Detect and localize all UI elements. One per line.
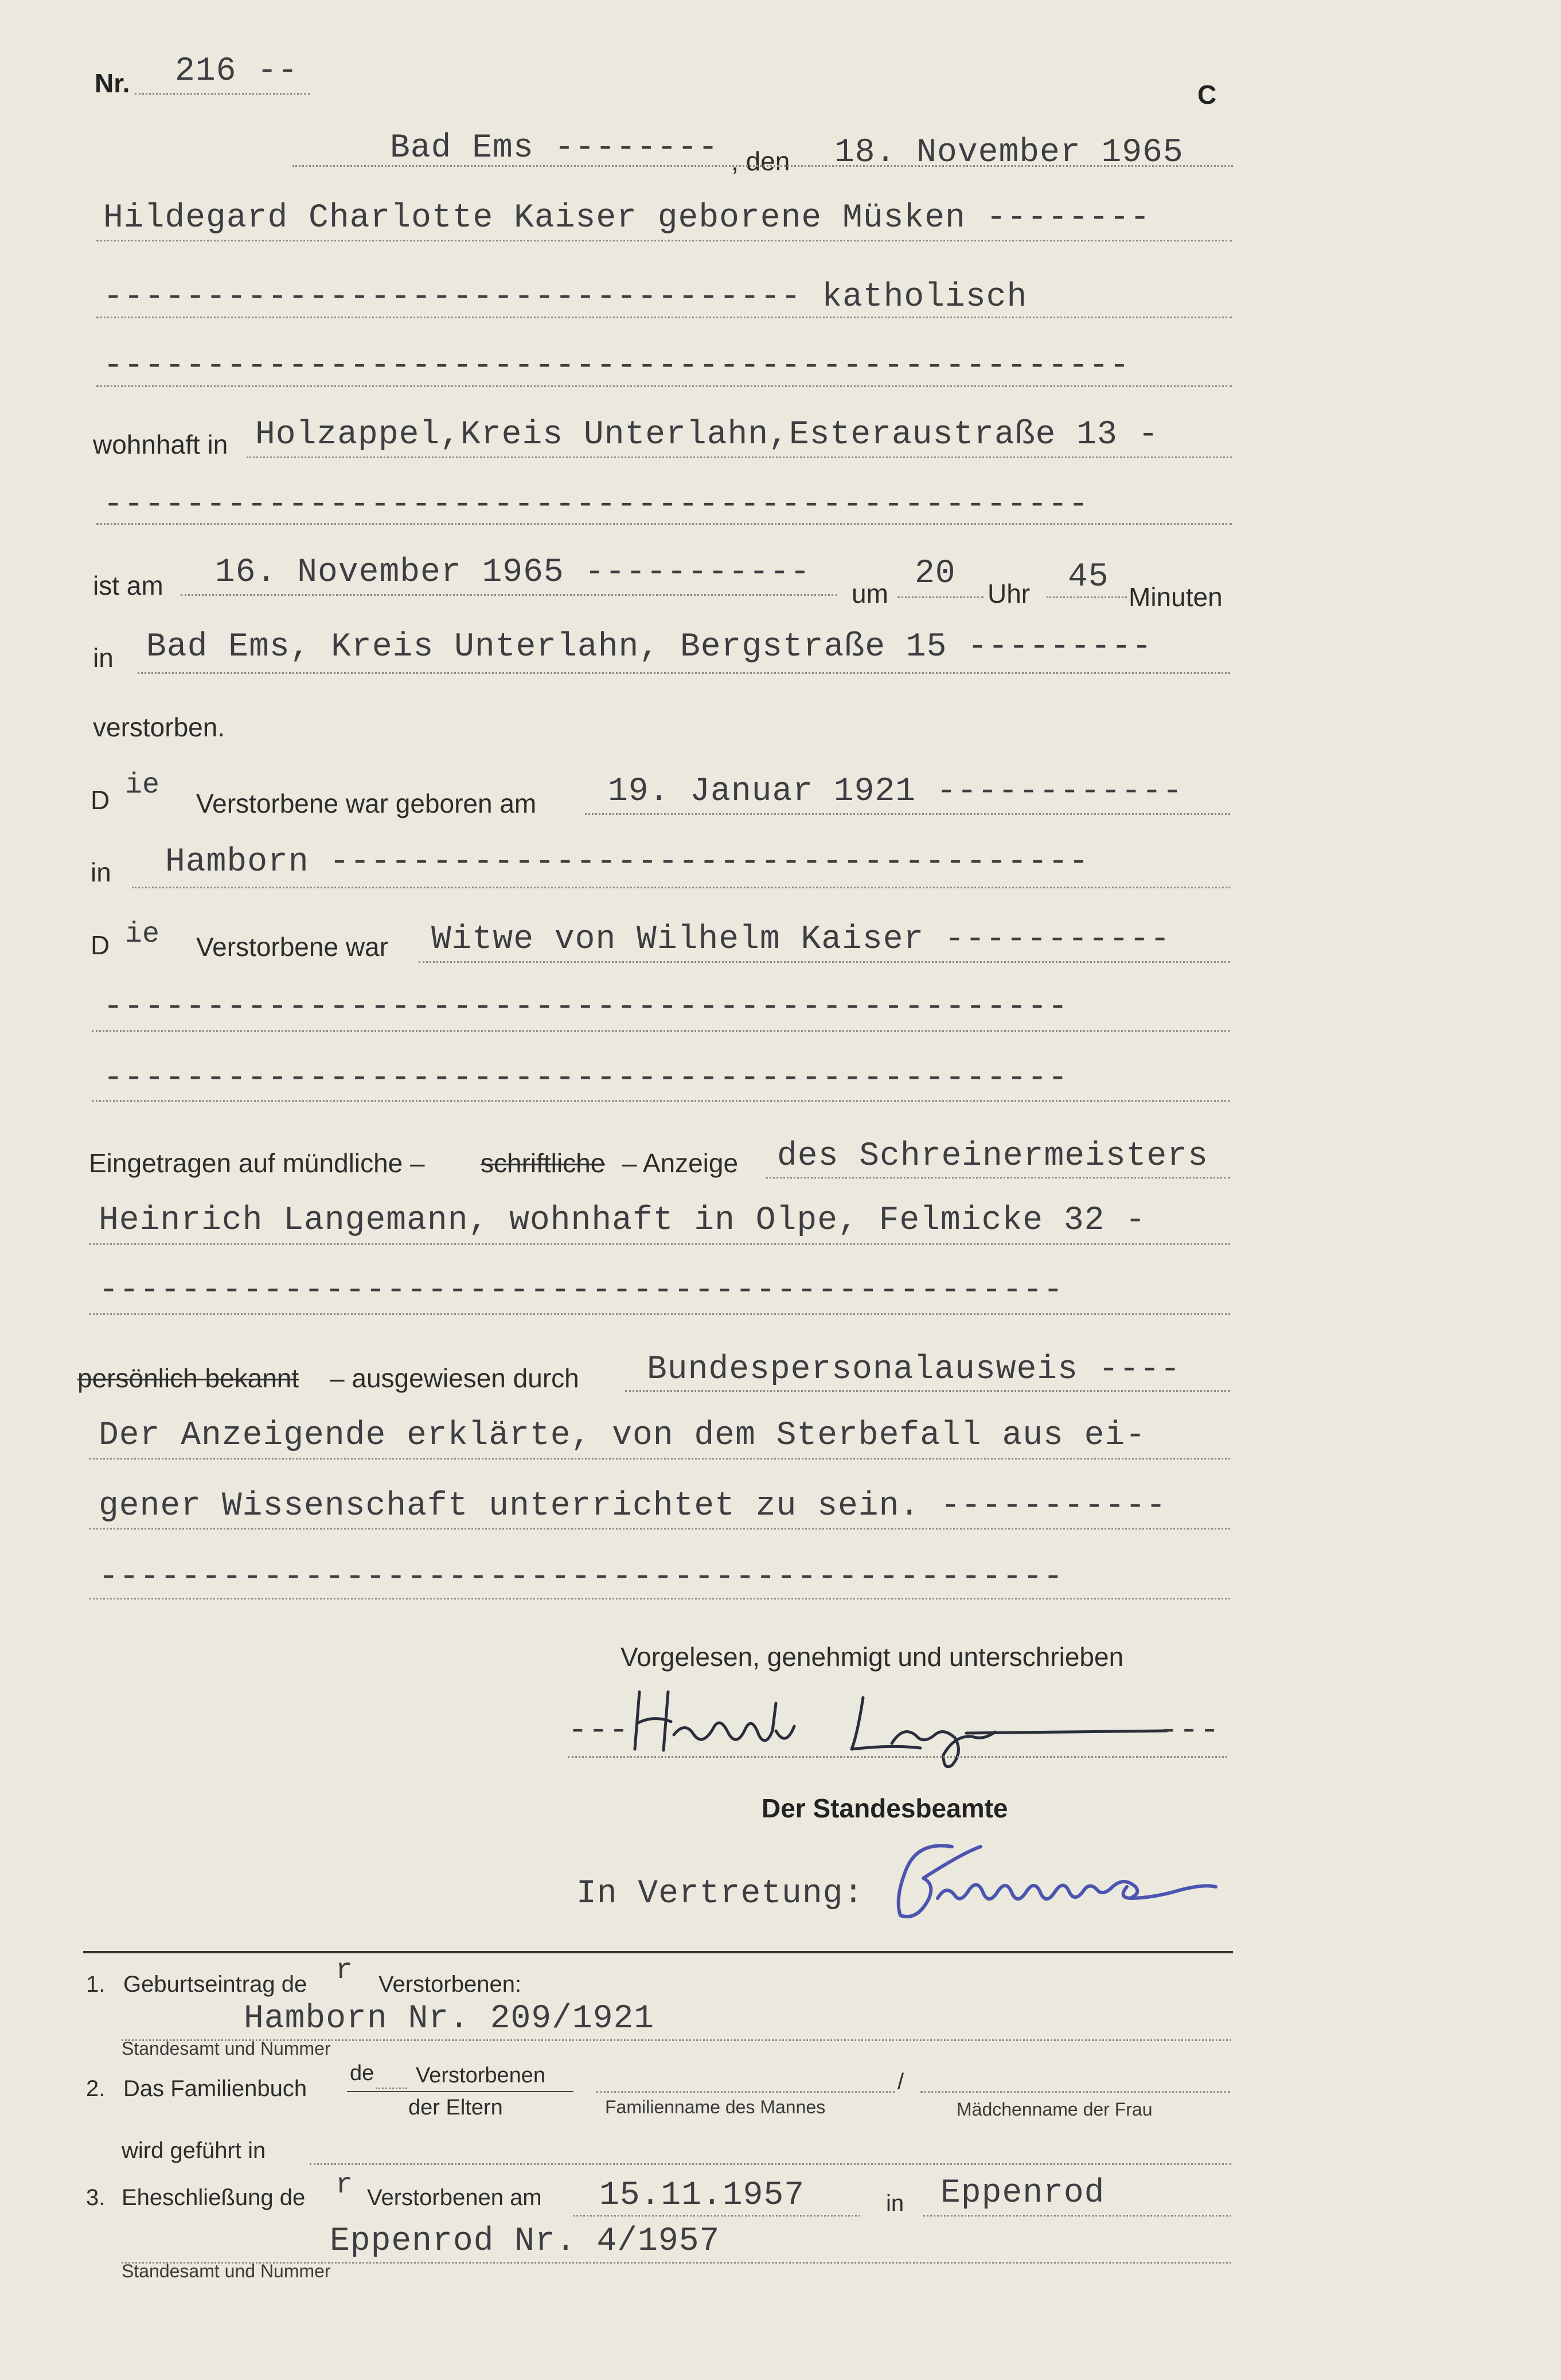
marriage-place-dotline xyxy=(923,2215,1231,2217)
blank-dotline-1 xyxy=(96,385,1232,387)
footnote-1-value: Hamborn Nr. 209/1921 xyxy=(244,2000,655,2038)
statement-line-1: Der Anzeigende erklärte, von dem Sterbefall aus ei- xyxy=(99,1417,1146,1454)
birth-d-label: D xyxy=(91,785,110,815)
registration-date: 18. November 1965 xyxy=(834,134,1184,171)
statement-line-2: gener Wissenschaft unterrichtet zu sein. ----------- xyxy=(99,1488,1166,1525)
ist-am-label: ist am xyxy=(93,571,163,600)
footnote-1-label-a: Geburtseintrag de xyxy=(123,1972,307,1997)
birth-date-dotline xyxy=(585,813,1230,815)
birth-place: Hamborn ------------------------------------- xyxy=(165,844,1090,881)
religion-dotline xyxy=(96,317,1232,318)
birth-in-label: in xyxy=(91,857,111,887)
name-dotline xyxy=(96,240,1232,241)
marriage-place: Eppenrod xyxy=(940,2175,1105,2212)
anzeige-label: – Anzeige xyxy=(622,1148,739,1178)
marriage-date: 15.11.1957 xyxy=(599,2177,805,2214)
footnote-2-number: 2. xyxy=(86,2076,106,2101)
footnote-2-gefuehrt-dotline xyxy=(310,2163,1231,2165)
geboren-label: Verstorbene war geboren am xyxy=(196,789,537,818)
death-place-dotline xyxy=(138,672,1230,674)
death-in-label: in xyxy=(93,643,114,673)
footnote-2-eltern: der Eltern xyxy=(408,2096,503,2120)
religion-line: ---------------------------------- katholisch xyxy=(103,279,1028,316)
status-war-label: Verstorbene war xyxy=(196,932,388,962)
footnote-2-de: de xyxy=(350,2061,374,2085)
nr-dotline xyxy=(135,93,310,95)
status-blank-2: ----------------------------------------------- xyxy=(103,1060,1068,1097)
statement-line-3: ----------------------------------------------- xyxy=(99,1559,1064,1596)
marriage-registry: Eppenrod Nr. 4/1957 xyxy=(330,2223,720,2260)
blank-line-1: -------------------------------------------------- xyxy=(103,348,1130,385)
registration-blank-dotline xyxy=(89,1313,1230,1315)
uhr-label: Uhr xyxy=(988,579,1031,608)
date-dotline xyxy=(292,165,1233,167)
footnote-1-number: 1. xyxy=(86,1972,106,1997)
verstorben-label: verstorben. xyxy=(93,712,225,742)
death-date-dotline xyxy=(181,594,837,596)
ausgewiesen-label: – ausgewiesen durch xyxy=(330,1363,579,1393)
statement-dotline-1 xyxy=(89,1458,1230,1460)
minute-dotline xyxy=(1047,596,1127,598)
residence-continuation: ------------------------------------------------ xyxy=(103,486,1089,524)
residence-cont-dotline xyxy=(96,523,1232,525)
birth-date: 19. Januar 1921 ------------ xyxy=(608,773,1183,810)
footnote-1-label-b: Verstorbenen: xyxy=(378,1972,522,1997)
footnote-2-de-dotline xyxy=(376,2088,407,2089)
status-blank-1: ----------------------------------------------- xyxy=(103,989,1068,1026)
id-document: Bundespersonalausweis ---- xyxy=(647,1351,1181,1388)
place-of-registration: Bad Ems -------- xyxy=(390,130,719,167)
death-minute: 45 xyxy=(1068,559,1109,596)
footnote-2-slash: / xyxy=(897,2069,904,2094)
official-signature xyxy=(883,1829,1227,1927)
hour-dotline xyxy=(897,596,984,598)
footnote-separator xyxy=(83,1951,1233,1953)
footnote-2-verstorbenen: Verstorbenen xyxy=(416,2063,546,2088)
informant-signature xyxy=(622,1680,1167,1766)
statement-dotline-2 xyxy=(89,1528,1230,1530)
informant-dotline xyxy=(89,1243,1230,1245)
bekannt-struck: persönlich bekannt xyxy=(77,1363,299,1393)
vertretung-label: In Vertretung: xyxy=(576,1875,864,1913)
nr-value: 216 -- xyxy=(175,53,298,90)
footnote-3-label-a: Eheschließung de xyxy=(122,2185,306,2210)
id-document-dotline xyxy=(625,1390,1230,1392)
minuten-label: Minuten xyxy=(1129,582,1223,612)
residence-value: Holzappel,Kreis Unterlahn,Esteraustraße 13 - xyxy=(255,416,1159,454)
informant-dash-left: --- xyxy=(568,1712,630,1750)
footnote-3-sup: r xyxy=(335,2169,353,2202)
informant-dash-right: --- xyxy=(1158,1712,1220,1750)
corner-letter: C xyxy=(1197,80,1217,110)
um-label: um xyxy=(852,579,888,608)
standesbeamte-label: Der Standesbeamte xyxy=(762,1793,1008,1823)
status-dotline xyxy=(419,961,1230,963)
footnote-2-gefuehrt: wird geführt in xyxy=(122,2138,266,2163)
status-d-suffix: ie xyxy=(125,918,160,951)
birth-place-dotline xyxy=(132,887,1230,888)
informant-title: des Schreinermeisters xyxy=(777,1138,1208,1175)
marriage-date-dotline xyxy=(573,2215,860,2217)
marital-status: Witwe von Wilhelm Kaiser ----------- xyxy=(431,921,1171,958)
birth-d-suffix: ie xyxy=(125,769,160,802)
footnote-2-mann-dotline xyxy=(596,2091,895,2093)
deceased-name: Hildegard Charlotte Kaiser geborene Müsken -------- xyxy=(103,200,1151,237)
death-date: 16. November 1965 ----------- xyxy=(215,554,811,591)
footnote-3-number: 3. xyxy=(86,2185,106,2210)
footnote-3-sub: Standesamt und Nummer xyxy=(122,2261,331,2281)
status-d-label: D xyxy=(91,930,110,960)
death-hour: 20 xyxy=(915,555,956,592)
vorgelesen-label: Vorgelesen, genehmigt und unterschrieben xyxy=(621,1642,1124,1672)
eingetragen-label: Eingetragen auf mündliche – xyxy=(89,1148,425,1178)
informant-name-address: Heinrich Langemann, wohnhaft in Olpe, Felmicke 32 - xyxy=(99,1202,1146,1239)
residence-dotline xyxy=(247,457,1232,458)
status-blank-dotline-2 xyxy=(92,1100,1230,1102)
informant-signature-dotline xyxy=(568,1756,1227,1758)
schriftliche-struck: schriftliche xyxy=(481,1148,606,1178)
registration-blank: ----------------------------------------------- xyxy=(99,1272,1064,1309)
footnote-2-fraction-bar xyxy=(347,2091,573,2092)
den-label: , den xyxy=(731,146,790,176)
footnote-3-in: in xyxy=(886,2191,904,2216)
footnote-2-frau-dotline xyxy=(920,2091,1230,2093)
nr-label: Nr. xyxy=(95,68,130,98)
informant-title-dotline xyxy=(766,1177,1230,1179)
status-blank-dotline-1 xyxy=(92,1030,1230,1032)
residence-label: wohnhaft in xyxy=(93,430,228,459)
footnote-3-label-b: Verstorbenen am xyxy=(367,2185,542,2210)
footnote-2-mann-caption: Familienname des Mannes xyxy=(605,2097,826,2117)
footnote-2-label: Das Familienbuch xyxy=(123,2076,307,2101)
footnote-1-sub: Standesamt und Nummer xyxy=(122,2038,331,2059)
footnote-2-frau-caption: Mädchenname der Frau xyxy=(957,2099,1153,2120)
death-place: Bad Ems, Kreis Unterlahn, Bergstraße 15 --------- xyxy=(146,629,1153,666)
statement-dotline-3 xyxy=(89,1598,1230,1599)
footnote-1-sup: r xyxy=(335,1954,353,1987)
